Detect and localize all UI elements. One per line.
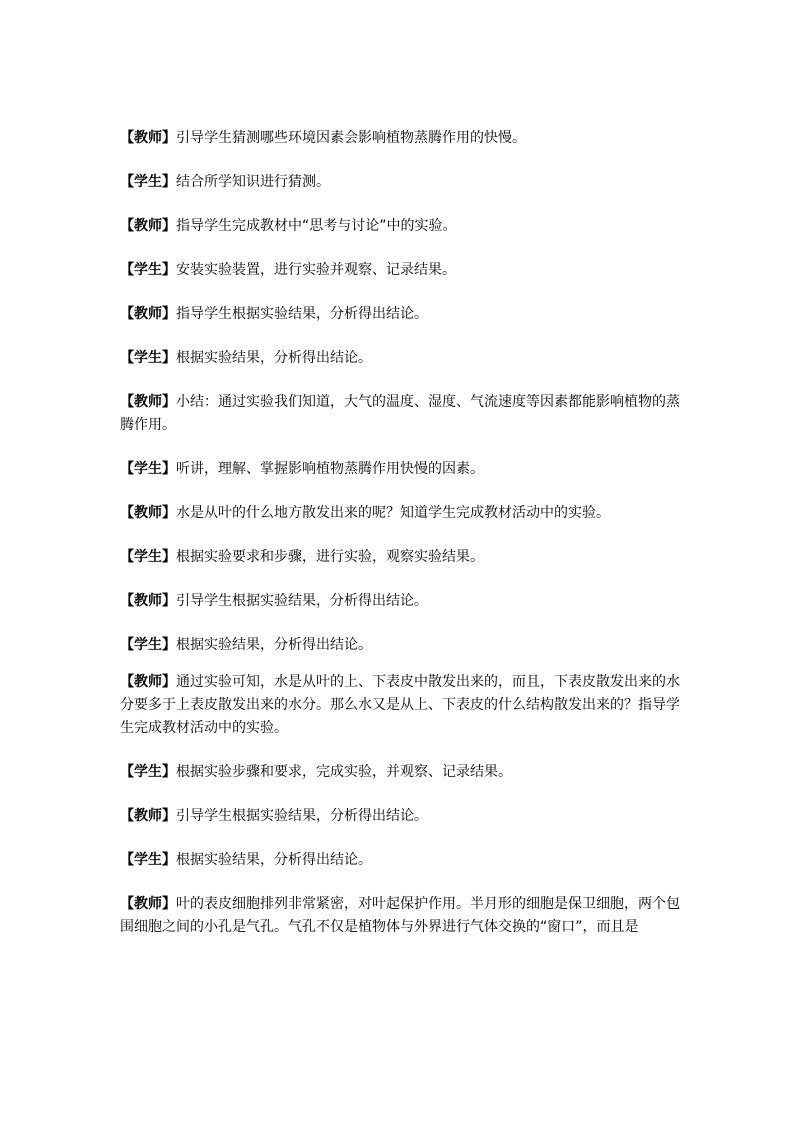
paragraph-student <box>120 347 680 370</box>
role-label: 【教师】 <box>120 394 176 410</box>
role-label: 【学生】 <box>120 549 176 565</box>
paragraph-text: 叶的表皮细胞排列非常紧密，对叶起保护作用。半月形的细胞是保卫细胞，两个包围细胞之间的小孔是气孔。气孔不仅是植物体与外界进行气体交换的“窗口”，而且是 <box>120 896 680 935</box>
paragraph-text: 引导学生猜测哪些环境因素会影响植物蒸腾作用的快慢。 <box>176 130 526 146</box>
paragraph-teacher <box>120 303 680 326</box>
paragraph-student <box>120 634 680 657</box>
paragraph-text: 根据实验步骤和要求，完成实验，并观察、记录结果。 <box>176 764 512 780</box>
paragraph-teacher <box>120 127 680 150</box>
lesson-dialogue <box>120 127 680 960</box>
paragraph-text: 根据实验结果，分析得出结论。 <box>176 350 372 366</box>
paragraph-text: 结合所学知识进行猜测。 <box>176 174 330 190</box>
role-label: 【教师】 <box>120 505 176 521</box>
paragraph-text: 根据实验要求和步骤，进行实验，观察实验结果。 <box>176 549 484 565</box>
paragraph-teacher <box>120 391 680 437</box>
role-label: 【教师】 <box>120 130 176 146</box>
paragraph-text: 通过实验可知，水是从叶的上、下表皮中散发出来的，而且，下表皮散发出来的水分要多于上表皮散发出来的水分。那么水又是从上、下表皮的什么结构散发出来的？指导学生完成教材活动中的实验。 <box>120 674 680 736</box>
paragraph-student <box>120 849 680 872</box>
paragraph-teacher <box>120 893 680 939</box>
paragraph-teacher <box>120 502 680 525</box>
paragraph-text: 引导学生根据实验结果，分析得出结论。 <box>176 593 428 609</box>
paragraph-text: 听讲，理解、掌握影响植物蒸腾作用快慢的因素。 <box>176 461 484 477</box>
role-label: 【学生】 <box>120 350 176 366</box>
paragraph-student <box>120 546 680 569</box>
role-label: 【学生】 <box>120 637 176 653</box>
paragraph-student <box>120 171 680 194</box>
paragraph-text: 根据实验结果，分析得出结论。 <box>176 637 372 653</box>
role-label: 【学生】 <box>120 852 176 868</box>
role-label: 【学生】 <box>120 764 176 780</box>
paragraph-text: 指导学生根据实验结果，分析得出结论。 <box>176 306 428 322</box>
role-label: 【教师】 <box>120 306 176 322</box>
role-label: 【教师】 <box>120 593 176 609</box>
role-label: 【学生】 <box>120 262 176 278</box>
paragraph-teacher <box>120 805 680 828</box>
paragraph-text: 根据实验结果，分析得出结论。 <box>176 852 372 868</box>
role-label: 【教师】 <box>120 808 176 824</box>
paragraph-text: 指导学生完成教材中“思考与讨论”中的实验。 <box>176 218 457 234</box>
role-label: 【教师】 <box>120 896 176 912</box>
paragraph-teacher <box>120 215 680 238</box>
paragraph-student <box>120 458 680 481</box>
paragraph-text: 安装实验装置，进行实验并观察、记录结果。 <box>176 262 456 278</box>
role-label: 【教师】 <box>120 674 176 690</box>
paragraph-student <box>120 761 680 784</box>
paragraph-text: 引导学生根据实验结果，分析得出结论。 <box>176 808 428 824</box>
role-label: 【教师】 <box>120 218 176 234</box>
role-label: 【学生】 <box>120 461 176 477</box>
paragraph-teacher <box>120 671 680 740</box>
paragraph-student <box>120 259 680 282</box>
paragraph-text: 水是从叶的什么地方散发出来的呢？知道学生完成教材活动中的实验。 <box>176 505 610 521</box>
paragraph-teacher <box>120 590 680 613</box>
role-label: 【学生】 <box>120 174 176 190</box>
paragraph-text: 小结：通过实验我们知道，大气的温度、湿度、气流速度等因素都能影响植物的蒸腾作用。 <box>120 394 680 433</box>
